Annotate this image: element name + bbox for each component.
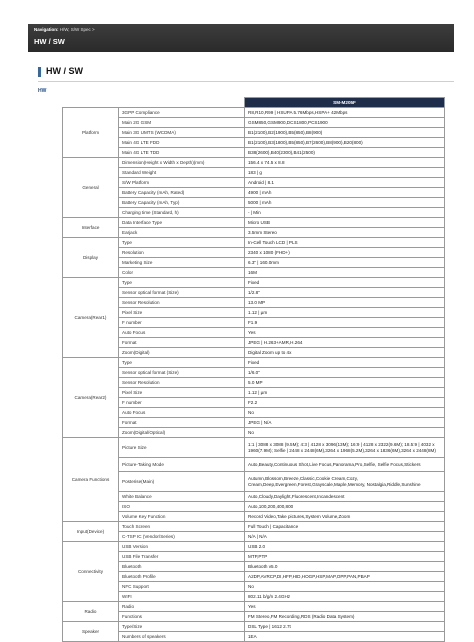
spec-value: GSM850,GSM900,DCS1800,PCS1900 xyxy=(245,118,445,128)
spec-row xyxy=(63,288,445,298)
spec-row xyxy=(63,338,445,348)
spec-name: Type xyxy=(119,278,245,288)
spec-name: Data Interface Type xyxy=(119,218,245,228)
header-spacer xyxy=(119,98,245,108)
spec-category: Input(Device) xyxy=(63,522,119,542)
spec-name: Functions xyxy=(119,612,245,622)
spec-row xyxy=(63,308,445,318)
spec-name: White Balance xyxy=(119,492,245,502)
spec-row xyxy=(63,108,445,118)
header-spacer xyxy=(63,98,119,108)
spec-name: Posterise(Main) xyxy=(119,472,245,492)
spec-name: Zoom(Digital) xyxy=(119,348,245,358)
spec-name: Earjack xyxy=(119,228,245,238)
spec-value: 3.5mm Stereo xyxy=(245,228,445,238)
spec-table-header xyxy=(63,98,445,108)
spec-value: Digital Zoom up to 4x xyxy=(245,348,445,358)
spec-value: Auto,Cloudy,Daylight,Fluorescent,Incandescent xyxy=(245,492,445,502)
spec-name: Main 2G GSM xyxy=(119,118,245,128)
spec-category: Camera(Rear2) xyxy=(63,358,119,438)
spec-value: USB 2.0 xyxy=(245,542,445,552)
spec-category: Display xyxy=(63,238,119,278)
spec-value: Record Video,Take pictures,System Volume,Zoom xyxy=(245,512,445,522)
spec-row xyxy=(63,188,445,198)
spec-name: Marketing Size xyxy=(119,258,245,268)
spec-value: MTP,PTP xyxy=(245,552,445,562)
spec-row xyxy=(63,228,445,238)
spec-name: Bluetooth Profile xyxy=(119,572,245,582)
spec-name: F number xyxy=(119,398,245,408)
spec-category: Interface xyxy=(63,218,119,238)
spec-value: 156.4 x 74.5 x 8.8 xyxy=(245,158,445,168)
spec-category: General xyxy=(63,158,119,218)
spec-value: 1/2.8" xyxy=(245,288,445,298)
spec-value: 1EA xyxy=(245,632,445,642)
spec-name: Type xyxy=(119,358,245,368)
spec-name: C-TSP IC (Vendor/Series) xyxy=(119,532,245,542)
spec-name: Picture Size xyxy=(119,438,245,458)
spec-value: 5000 | mAh xyxy=(245,198,445,208)
spec-name: Type/Size xyxy=(119,622,245,632)
spec-row xyxy=(63,238,445,248)
spec-row xyxy=(63,158,445,168)
spec-name: Numbers of speakers xyxy=(119,632,245,642)
spec-value: Bluetooth v5.0 xyxy=(245,562,445,572)
spec-row xyxy=(63,512,445,522)
page-heading xyxy=(38,66,454,78)
spec-row xyxy=(63,138,445,148)
spec-category: Platform xyxy=(63,108,119,158)
spec-name: ISO xyxy=(119,502,245,512)
spec-value: Yes xyxy=(245,328,445,338)
breadcrumb xyxy=(34,27,95,32)
spec-row xyxy=(63,572,445,582)
spec-name: Charging time (Standard, h) xyxy=(119,208,245,218)
spec-row xyxy=(63,148,445,158)
spec-name: Volume Key Function xyxy=(119,512,245,522)
spec-name: Touch Screen xyxy=(119,522,245,532)
spec-name: Dimension(Height x Width x Depth)(mm) xyxy=(119,158,245,168)
spec-row xyxy=(63,562,445,572)
spec-value: A2DP,AVRCP,DI,HFP,HID,HOGP,HSP,MAP,OPP,PAN,PBAP xyxy=(245,572,445,582)
spec-value: Full Touch | Capacitance xyxy=(245,522,445,532)
spec-row xyxy=(63,438,445,458)
spec-value: Android | 8.1 xyxy=(245,178,445,188)
spec-name: Pixel Size xyxy=(119,388,245,398)
spec-category: Connectivity xyxy=(63,542,119,602)
spec-category: Radio xyxy=(63,602,119,622)
spec-value: Autumn,Blossom,Breeze,Classic,Cookie Cream,Cozy, Cream,Deep,Evergreen,Forest,Grayscale,Maple,Memory, Nostalgia,Riddle,Sunshine xyxy=(245,472,445,492)
spec-value: B1(2100),B2(1900),B5(850),B8(900) xyxy=(245,128,445,138)
spec-table-body xyxy=(63,108,445,642)
spec-value: DSL Type | 1612 2.7t xyxy=(245,622,445,632)
spec-row xyxy=(63,622,445,632)
spec-name: NFC Support xyxy=(119,582,245,592)
spec-category: Camera(Rear1) xyxy=(63,278,119,358)
spec-value: 4900 | mAh xyxy=(245,188,445,198)
heading-divider xyxy=(38,81,454,82)
spec-value: FM Stereo,FM Recording,RDS (Radio Data System) xyxy=(245,612,445,622)
spec-name: 3GPP Compliance xyxy=(119,108,245,118)
spec-value: 6.3" | 160.0mm xyxy=(245,258,445,268)
spec-category: Camera Functions xyxy=(63,438,119,522)
spec-row xyxy=(63,118,445,128)
spec-name: Pixel Size xyxy=(119,308,245,318)
spec-name: F number xyxy=(119,318,245,328)
model-name-header: SM-M205F xyxy=(245,98,445,108)
spec-name: Auto Focus xyxy=(119,328,245,338)
spec-row xyxy=(63,278,445,288)
spec-row xyxy=(63,552,445,562)
spec-value: Fixed xyxy=(245,358,445,368)
spec-value: Micro USB xyxy=(245,218,445,228)
page-title: HW / SW xyxy=(46,66,83,76)
spec-value: F1.9 xyxy=(245,318,445,328)
spec-name: Resolution xyxy=(119,248,245,258)
spec-name: Bluetooth xyxy=(119,562,245,572)
breadcrumb-path[interactable]: H/W, S/W Spec > xyxy=(58,27,95,32)
spec-row xyxy=(63,428,445,438)
spec-value: - | Min xyxy=(245,208,445,218)
spec-name: WIFI xyxy=(119,592,245,602)
spec-value: B38(2600),B40(2300),B41(2500) xyxy=(245,148,445,158)
heading-accent-bar xyxy=(38,67,41,77)
spec-row xyxy=(63,218,445,228)
spec-name: S/W Platform xyxy=(119,178,245,188)
spec-row xyxy=(63,542,445,552)
spec-row xyxy=(63,178,445,188)
spec-row xyxy=(63,602,445,612)
spec-row xyxy=(63,418,445,428)
spec-name: Zoom(Digital/Optical) xyxy=(119,428,245,438)
spec-name: Format xyxy=(119,418,245,428)
spec-row xyxy=(63,168,445,178)
spec-row xyxy=(63,248,445,258)
spec-value: 183 | g xyxy=(245,168,445,178)
spec-row xyxy=(63,318,445,328)
spec-value: No xyxy=(245,582,445,592)
spec-name: Standard Weight xyxy=(119,168,245,178)
spec-name: Radio xyxy=(119,602,245,612)
spec-row xyxy=(63,522,445,532)
spec-row xyxy=(63,532,445,542)
breadcrumb-prefix: Navigation: xyxy=(34,27,59,32)
spec-name: Battery Capacity (mAh, Typ) xyxy=(119,198,245,208)
spec-name: Main 4G LTE FDD xyxy=(119,138,245,148)
spec-row xyxy=(63,612,445,622)
spec-name: Main 3G UMTS (WCDMA) xyxy=(119,128,245,138)
spec-name: USB Version xyxy=(119,542,245,552)
spec-row xyxy=(63,358,445,368)
spec-value: 5.0 MP xyxy=(245,378,445,388)
spec-row xyxy=(63,128,445,138)
spec-name: Main 4G LTE TDD xyxy=(119,148,245,158)
spec-row xyxy=(63,328,445,338)
spec-row xyxy=(63,398,445,408)
spec-row xyxy=(63,472,445,492)
spec-value: 1/6.0" xyxy=(245,368,445,378)
spec-row xyxy=(63,502,445,512)
spec-value: Yes xyxy=(245,602,445,612)
spec-value: 1:1 | 3088 x 3088 (9.5M); 4:3 | 4128 x 3096(13M); 16:9 | 4128 x 2322(9.6M); 18.5:9 | 4032 x 1960(7.9M); Selfie | 2448 x 2448(6M),3264 x 1968(5.2M),3264 x 1836(6M),3264 x 2448(8M) xyxy=(245,438,445,458)
section-label: HW xyxy=(38,88,47,94)
spec-name: Sensor Resolution xyxy=(119,298,245,308)
spec-row xyxy=(63,348,445,358)
spec-row xyxy=(63,592,445,602)
spec-value: F2.2 xyxy=(245,398,445,408)
spec-value: 16M xyxy=(245,268,445,278)
spec-name: Sensor Resolution xyxy=(119,378,245,388)
spec-name: Picture-Taking Mode xyxy=(119,458,245,472)
spec-row xyxy=(63,198,445,208)
spec-name: USB File Transfer xyxy=(119,552,245,562)
spec-value: Fixed xyxy=(245,278,445,288)
spec-row xyxy=(63,388,445,398)
spec-value: 2340 x 1080 (FHD+) xyxy=(245,248,445,258)
spec-value: N/A | N/A xyxy=(245,532,445,542)
spec-name: Battery Capacity (mAh, Rated) xyxy=(119,188,245,198)
spec-row xyxy=(63,208,445,218)
spec-name: Color xyxy=(119,268,245,278)
spec-value: JPEG | N/A xyxy=(245,418,445,428)
banner-title: HW / SW xyxy=(34,37,65,46)
spec-row xyxy=(63,582,445,592)
spec-row xyxy=(63,368,445,378)
spec-value: In-Cell Touch LCD | PLS xyxy=(245,238,445,248)
spec-value: B1(2100),B3(1800),B5(850),B7(2600),B8(900),B20(800) xyxy=(245,138,445,148)
spec-category: Speaker xyxy=(63,622,119,642)
spec-row xyxy=(63,632,445,642)
spec-value: No xyxy=(245,408,445,418)
spec-name: Type xyxy=(119,238,245,248)
spec-row xyxy=(63,408,445,418)
spec-name: Format xyxy=(119,338,245,348)
spec-value: R8,R10,R99 | HSUPA 5.76Mbps,HSPA+ 42Mbps xyxy=(245,108,445,118)
spec-name: Sensor optical format (Size) xyxy=(119,368,245,378)
spec-value: Auto,Beauty,Continuous Shot,Live Focus,Panorama,Pro,Selfie, Selfie Focus,Stickers xyxy=(245,458,445,472)
spec-value: 1.12 | µm xyxy=(245,308,445,318)
spec-value: JPEG | H.263+AMR,H.264 xyxy=(245,338,445,348)
spec-row xyxy=(63,298,445,308)
spec-value: No xyxy=(245,428,445,438)
spec-value: 1.12 | µm xyxy=(245,388,445,398)
spec-value: 802.11 b/g/n 2.4GHz xyxy=(245,592,445,602)
top-banner xyxy=(28,24,454,52)
spec-row xyxy=(63,258,445,268)
spec-name: Sensor optical format (Size) xyxy=(119,288,245,298)
spec-row xyxy=(63,378,445,388)
spec-value: 13.0 MP xyxy=(245,298,445,308)
spec-row xyxy=(63,458,445,472)
spec-table xyxy=(62,97,445,642)
spec-name: Auto Focus xyxy=(119,408,245,418)
spec-value: Auto,100,200,400,800 xyxy=(245,502,445,512)
spec-row xyxy=(63,492,445,502)
spec-row xyxy=(63,268,445,278)
